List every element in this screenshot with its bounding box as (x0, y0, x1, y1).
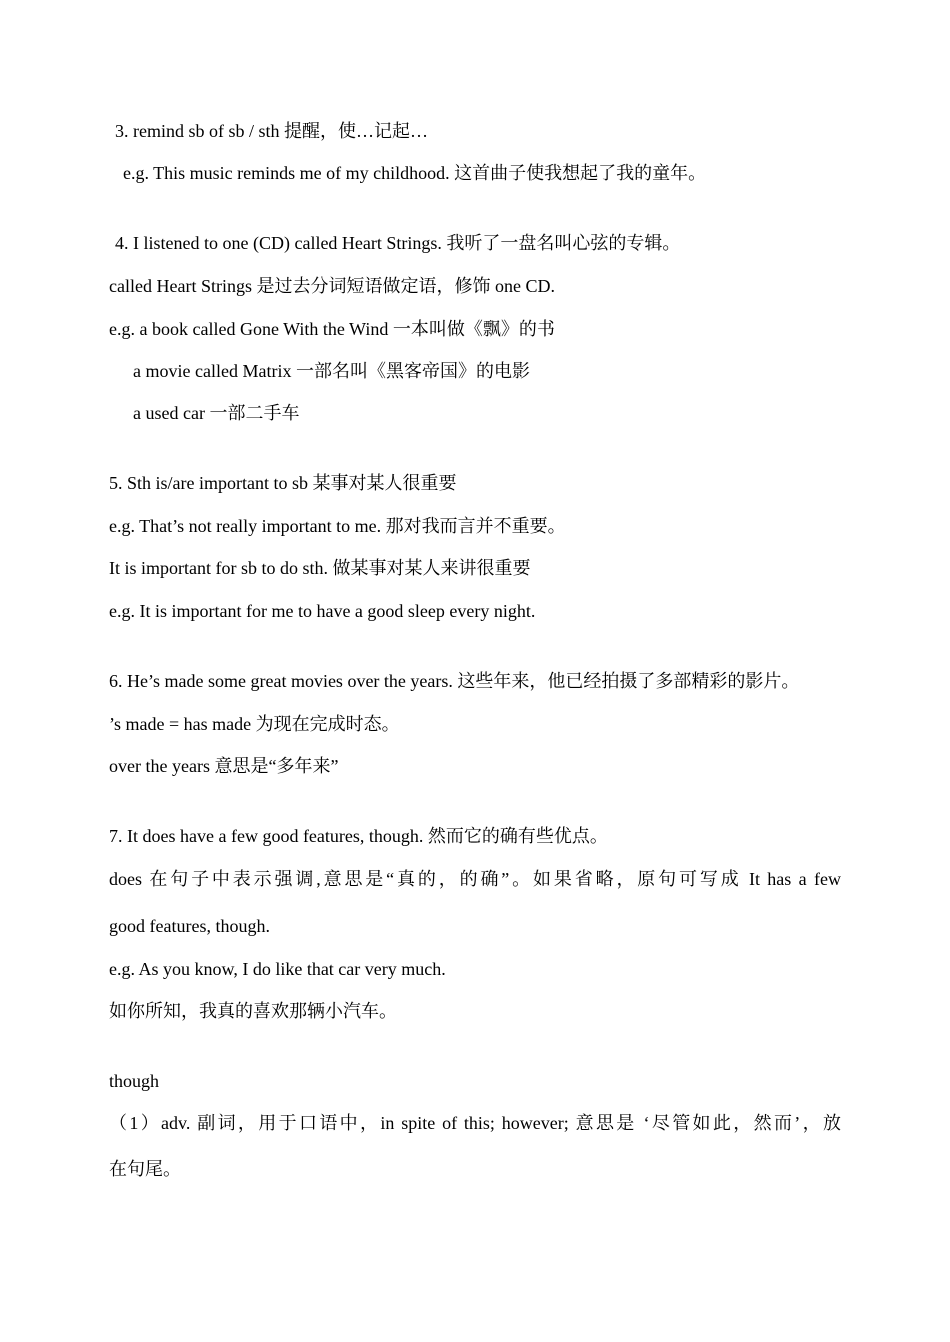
item-7-example: e.g. As you know, I do like that car very much. (109, 959, 446, 979)
item-5-example-1: e.g. That’s not really important to me. 那对我而言并不重要。 (109, 516, 566, 536)
item-5-example-2: e.g. It is important for me to have a good sleep every night. (109, 601, 536, 621)
item-4-example-1: e.g. a book called Gone With the Wind 一本叫做《飘》的书 (109, 319, 555, 339)
item-7-explanation-line-2: good features, though. (109, 916, 270, 936)
though-heading: though (109, 1071, 160, 1091)
item-6-note-2: over the years 意思是“多年来” (109, 756, 339, 776)
item-4-heading: 4. I listened to one (CD) called Heart Strings. 我听了一盘名叫心弦的专辑。 (115, 233, 681, 253)
item-5-pattern-2: It is important for sb to do sth. 做某事对某人来讲很重要 (109, 558, 531, 578)
item-3-heading: 3. remind sb of sb / sth 提醒，使…记起… (115, 121, 428, 141)
item-4-explanation: called Heart Strings 是过去分词短语做定语，修饰 one CD. (109, 276, 555, 296)
item-4-example-2: a movie called Matrix 一部名叫《黑客帝国》的电影 (133, 361, 530, 381)
though-usage-1-line-1: （1）adv. 副词，用于口语中，in spite of this; however; 意思是 ‘尽管如此，然而’，放 (109, 1113, 841, 1133)
item-7-example-translation: 如你所知，我真的喜欢那辆小汽车。 (109, 1001, 397, 1021)
item-7-explanation-line-1: does 在句子中表示强调,意思是“真的，的确”。如果省略，原句可写成 It has a few (109, 869, 841, 889)
item-6-note-1: ’s made = has made 为现在完成时态。 (109, 714, 400, 734)
item-5-heading: 5. Sth is/are important to sb 某事对某人很重要 (109, 473, 457, 493)
item-4-example-3: a used car 一部二手车 (133, 403, 300, 423)
item-7-heading: 7. It does have a few good features, though. 然而它的确有些优点。 (109, 826, 608, 846)
though-usage-1-line-2: 在句尾。 (109, 1159, 181, 1179)
item-6-heading: 6. He’s made some great movies over the years. 这些年来，他已经拍摄了多部精彩的影片。 (109, 671, 800, 691)
item-3-example: e.g. This music reminds me of my childhood. 这首曲子使我想起了我的童年。 (123, 163, 707, 183)
